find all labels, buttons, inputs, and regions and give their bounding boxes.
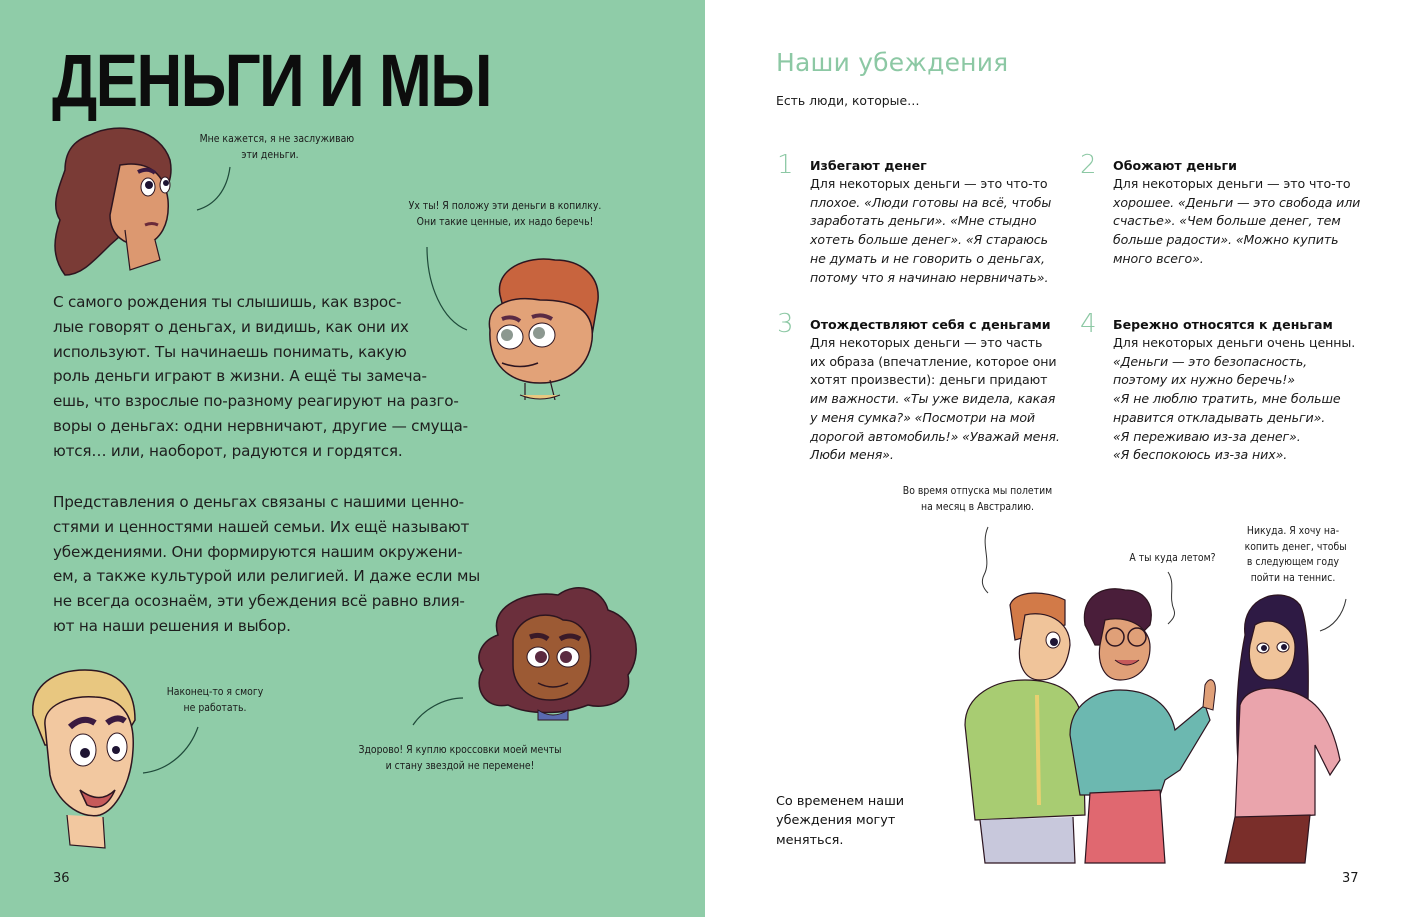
belief-number: 1: [777, 150, 794, 180]
belief-item-2: 2 Обожают деньги Для некоторых деньги — это что-то хорошее. «Деньги — это свобода или счастье». «Чем больше денег, тем больше радости». «Можно купить много всего».: [1113, 156, 1383, 269]
belief-heading: Избегают денег: [810, 158, 927, 173]
belief-heading: Обожают деньги: [1113, 158, 1237, 173]
outro-text: Со временем наши убеждения могут меняться.: [776, 794, 905, 848]
speech-tail-girl: [408, 695, 468, 730]
dark-skinned-girl-illustration: [468, 575, 653, 735]
speech-bubble-boy: Ух ты! Я положу эти деньги в копилку. Они такие ценные, их надо беречь!: [408, 200, 602, 228]
belief-heading: Бережно относятся к деньгам: [1113, 317, 1333, 332]
section-title: Наши убеждения: [776, 48, 1009, 77]
red-haired-boy-illustration: [480, 255, 615, 400]
speech-bubble-pink-girl: Никуда. Я хочу на- копить денег, чтобы в следующем году пойти на теннис.: [1244, 525, 1347, 584]
speech-bubble-woman: Мне кажется, я не заслуживаю эти деньги.: [199, 133, 355, 161]
speech-tail-man: [140, 725, 205, 775]
belief-number: 3: [777, 309, 794, 339]
belief-item-1: 1 Избегают денег Для некоторых деньги — это что-то плохое. «Люди готовы на всё, чтобы заработать деньги». «Мне стыдно хотеть больше денег». «Я стараюсь не думать и не говорить о деньгах, потому что я начинаю нервничать».: [810, 156, 1080, 287]
beliefs-paragraph: Представления о деньгах связаны с нашими ценно- стями и ценностями нашей семьи. Их ещё называют убеждениями. Они формируются нашим окружени- ем, а также культурой или религией. И даже если мы не всегда осознаём, эти убеждения всё равно влия- ют на наши решения и выбор.: [53, 493, 481, 635]
speech-bubble-glasses-girl: А ты куда летом?: [1129, 552, 1216, 564]
belief-item-3: 3 Отождествляют себя с деньгами Для некоторых деньги — это часть их образа (впечатление, которое они хотят произвести): деньги придают им важности. «Ты уже видела, какая у меня сумка?» «Посмотри на мой дорогой автомобиль!» «Уважай меня. Люби меня».: [810, 315, 1080, 465]
belief-number: 4: [1080, 309, 1097, 339]
intro-paragraph: С самого рождения ты слышишь, как взрос- лые говорят о деньгах, и видишь, как они их используют. Ты начинаешь понимать, какую роль деньги играют в жизни. А ещё ты замеча- ешь, что взрослые по-разному реагируют на разго- воры о деньгах: одни нервничают, другие — смуща- ются… или, наоборот, радуются и гордятся.: [53, 293, 468, 460]
intro-text: Есть люди, которые…: [776, 93, 920, 108]
belief-number: 2: [1080, 150, 1097, 180]
three-friends-illustration: [955, 585, 1355, 865]
page-title: ДЕНЬГИ И МЫ: [52, 39, 491, 122]
blond-man-illustration: [25, 665, 145, 850]
speech-bubble-man: Наконец-то я смогу не работать.: [166, 686, 264, 714]
speech-bubble-girl: Здорово! Я куплю кроссовки моей мечты и стану звездой не перемене!: [358, 744, 562, 772]
speech-bubble-guy: Во время отпуска мы полетим на месяц в Австралию.: [902, 485, 1053, 513]
curly-haired-woman-illustration: [50, 125, 180, 280]
page-number-right: 37: [1342, 871, 1359, 886]
belief-item-4: 4 Бережно относятся к деньгам Для некоторых деньги очень ценны. «Деньги — это безопасность, поэтому их нужно беречь!» «Я не люблю тратить, мне больше нравится откладывать деньги». «Я переживаю из-за денег». «Я беспокоюсь из-за них».: [1113, 315, 1383, 465]
speech-tail-woman: [195, 165, 235, 215]
page-number-left: 36: [53, 871, 70, 886]
belief-heading: Отождествляют себя с деньгами: [810, 317, 1051, 332]
